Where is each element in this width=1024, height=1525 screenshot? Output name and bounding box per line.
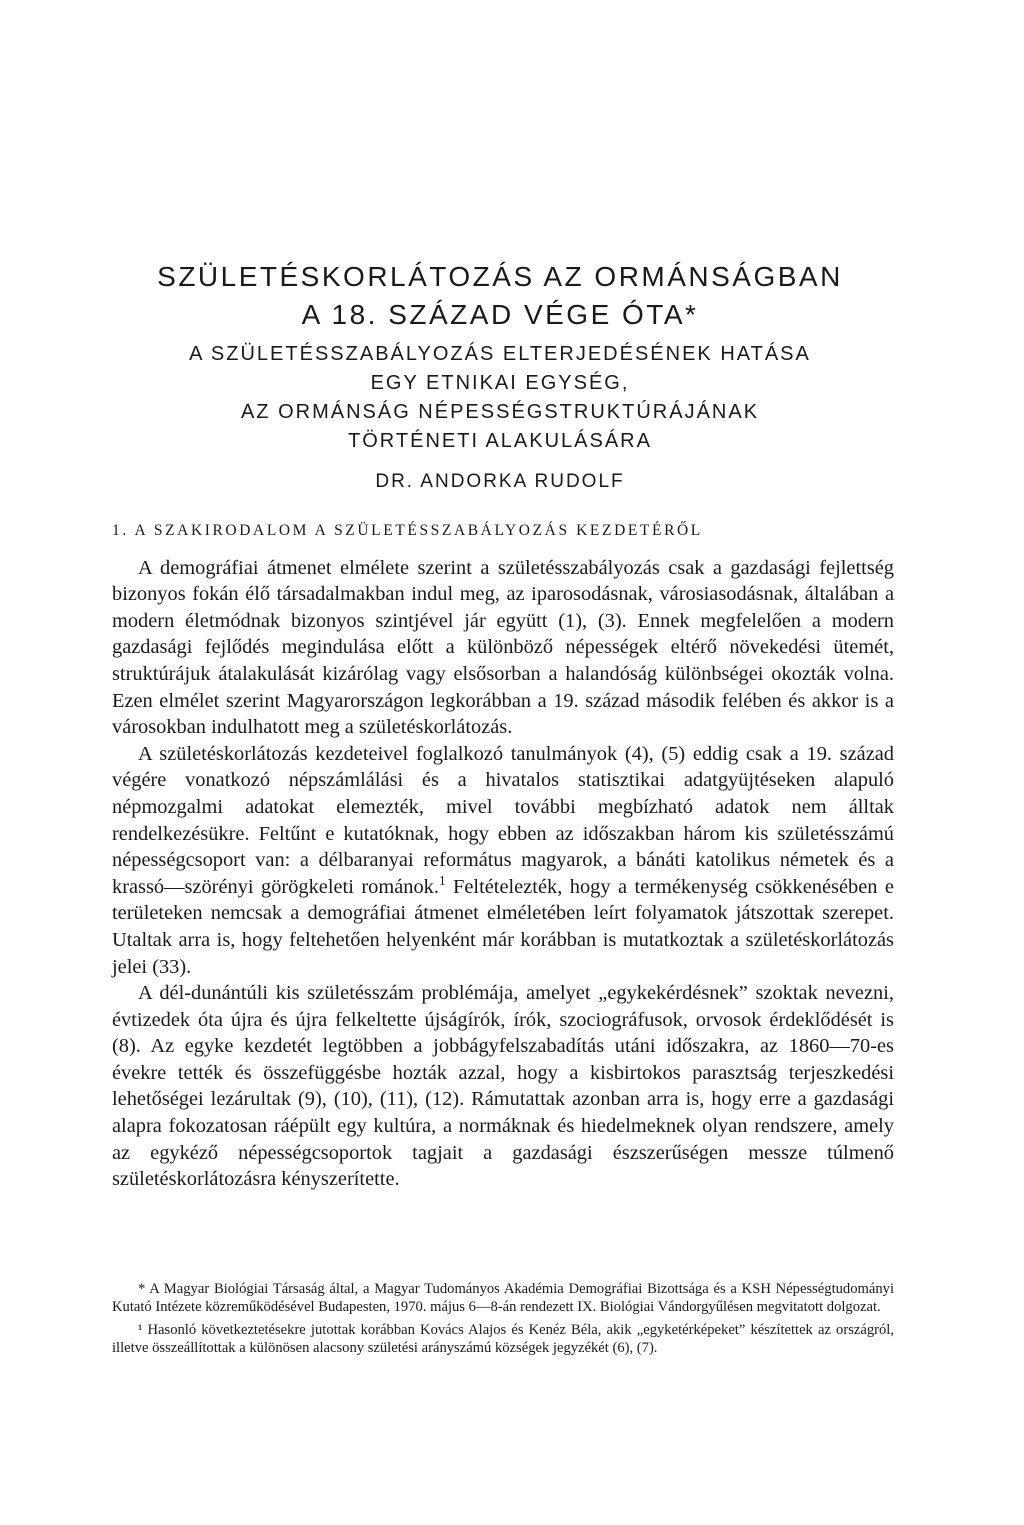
subtitle-line-3: AZ ORMÁNSÁG NÉPESSÉGSTRUKTÚRÁJÁNAK	[240, 401, 760, 423]
article-body	[112, 518, 894, 1193]
subtitle-line-4: TÖRTÉNETI ALAKULÁSÁRA	[348, 430, 652, 452]
author-name: DR. ANDORKA RUDOLF	[375, 471, 625, 492]
footnote-reference: 1	[438, 872, 446, 888]
main-title-line-2: A 18. SZÁZAD VÉGE ÓTA*	[301, 299, 699, 330]
paragraph-2-text: A születéskorlátozás kezdeteivel foglalkozó tanulmányok (4), (5) eddig csak a 19. század végére vonatkozó népszámlálási és a hivatalos statisztikai adatgyüjtéseken alapuló népmozgalmi adatokat elemezték, mivel további megbízható adatok nem álltak rendelkezésükre. Feltűnt e kutatóknak, hogy ebben az időszakban három kis születésszámú népességcsoport van: a délbaranyai református magyarok, a bánáti katolikus németek és a krassó—szörényi görögkeleti románok.	[112, 742, 894, 898]
footnote-star: * A Magyar Biológiai Társaság által, a Magyar Tudományos Akadémia Demográfiai Bizottsága és a KSH Népességtudományi Kutató Intézete közreműködésével Budapesten, 1970. május 6—8-án rendezett IX. Biológiai Vándorgyűlésen megvitatott dolgozat.	[112, 1281, 894, 1316]
main-title-line-1: SZÜLETÉSKORLÁTOZÁS AZ ORMÁNSÁGBAN	[157, 261, 843, 292]
paragraph-3: A dél-dunántúli kis születésszám problémája, amelyet „egykekérdésnek” szoktak nevezni, évtizedek óta újra és újra felkeltette újságírók, írók, szociográfusok, orvosok érdeklődését is (8). Az egyke kezdetét legtöbben a jobbágyfelszabadítás utáni időszakra, az 1860—70-es évekre tették és összefüggésbe hozták azzal, hogy a kisbirtokos parasztság terjeszkedési lehetőségei lezárultak (9), (10), (11), (12). Rámutattak azonban arra is, hogy erre a gazdasági alapra fokozatosan ráépült egy kultúra, a normáknak és hiedelmeknek olyan rendszere, amely az egykéző népességcsoportok tagjait a gazdasági észszerűségen messze túlmenő születéskorlátozásra kényszerítette.	[112, 982, 894, 1191]
section-heading: 1. A SZAKIRODALOM A SZÜLETÉSSZABÁLYOZÁS KEZDETÉRŐL	[112, 522, 703, 539]
footnote-1: ¹ Hasonló következtetésekre jutottak korábban Kovács Alajos és Kenéz Béla, akik „egyketérképeket” készítettek az országról, illetve összeállítottak a különösen alacsony születési arányszámú községek jegyzékét (6), (7).	[112, 1321, 894, 1356]
footnotes	[112, 1280, 894, 1361]
paragraph-2	[112, 741, 894, 980]
subtitle-line-2: EGY ETNIKAI EGYSÉG,	[370, 372, 630, 394]
paragraph-1: A demográfiai átmenet elmélete szerint a születésszabályozás csak a gazdasági fejlettség bizonyos fokán élő társadalmakban indul meg, az iparosodásnak, városiasodásnak, általában a modern életmódnak bizonyos szintjével jár együtt (1), (3). Ennek megfelelően a modern gazdasági fejlődés megindulása előtt a különböző népességek eltérő növekedési ütemét, struktúrájuk átalakulását kizárólag vagy elsősorban a halandóság különbségei okozták volna. Ezen elmélet szerint Magyarországon legkorábban a 19. század második felében és akkor is a városokban indulhatott meg a születéskorlátozás.	[112, 556, 894, 739]
subtitle-line-1: A SZÜLETÉSSZABÁLYOZÁS ELTERJEDÉSÉNEK HATÁSA	[189, 343, 811, 365]
paragraph-2-continuation: Feltételezték, hogy a termékenység csökkenésében e területeken nemcsak a demográfiai átmenet elméletében leírt folyamatok játszottak szerepet. Utaltak arra is, hogy feltehetően helyenként már korábban is mutatkoztak a születéskorlátozás jelei (33).	[112, 875, 894, 978]
title-block	[110, 258, 890, 496]
